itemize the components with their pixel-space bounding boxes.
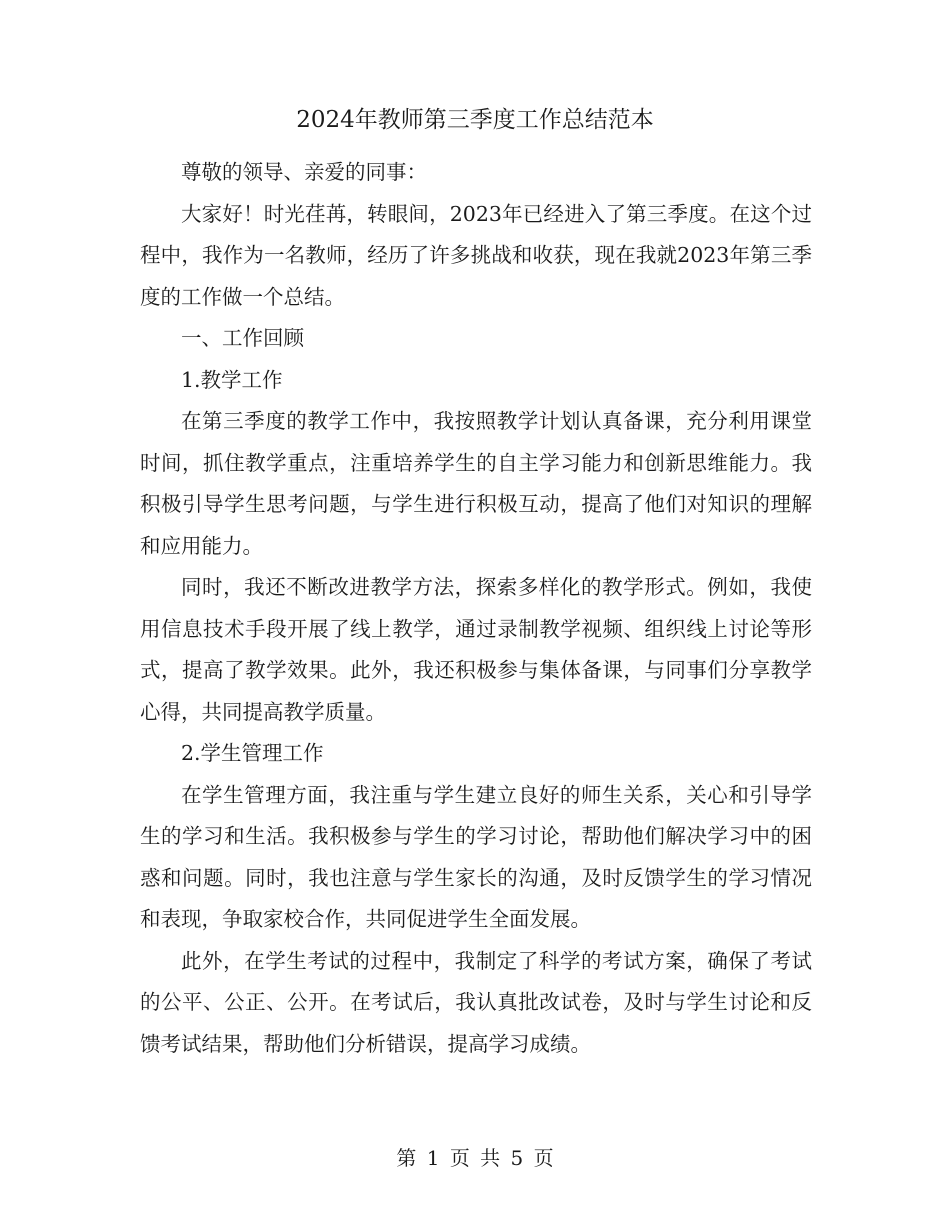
teaching-paragraph-2: 同时，我还不断改进教学方法，探索多样化的教学形式。例如，我使用信息技术手段开展了线上教学，通过录制教学视频、组织线上讨论等形式，提高了教学效果。此外，我还积极参与集体备课，与同事们分享教学心得，共同提高教学质量。 bbox=[140, 575, 812, 724]
document-title: 2024年教师第三季度工作总结范本 bbox=[296, 107, 654, 133]
intro-paragraph: 大家好！时光荏苒，转眼间，2023年已经进入了第三季度。在这个过程中，我作为一名教师，经历了许多挑战和收获，现在我就2023年第三季度的工作做一个总结。 bbox=[140, 201, 812, 309]
teaching-paragraph-1: 在第三季度的教学工作中，我按照教学计划认真备课，充分利用课堂时间，抓住教学重点，注重培养学生的自主学习能力和创新思维能力。我积极引导学生思考问题，与学生进行积极互动，提高了他们对知识的理解和应用能力。 bbox=[140, 409, 812, 558]
section-heading-review: 一、工作回顾 bbox=[181, 326, 304, 350]
salutation: 尊敬的领导、亲爱的同事： bbox=[181, 160, 427, 184]
page-footer: 第 1 页 共 5 页 bbox=[396, 1146, 554, 1170]
subheading-teaching: 1.教学工作 bbox=[181, 367, 283, 392]
document-body bbox=[140, 152, 812, 1065]
management-paragraph-1: 在学生管理方面，我注重与学生建立良好的师生关系，关心和引导学生的学习和生活。我积极参与学生的学习讨论，帮助他们解决学习中的困惑和问题。同时，我也注意与学生家长的沟通，及时反馈学生的学习情况和表现，争取家校合作，共同促进学生全面发展。 bbox=[140, 782, 812, 931]
subheading-student-management: 2.学生管理工作 bbox=[181, 741, 324, 765]
management-paragraph-2: 此外，在学生考试的过程中，我制定了科学的考试方案，确保了考试的公平、公正、公开。在考试后，我认真批改试卷，及时与学生讨论和反馈考试结果，帮助他们分析错误，提高学习成绩。 bbox=[140, 948, 812, 1056]
